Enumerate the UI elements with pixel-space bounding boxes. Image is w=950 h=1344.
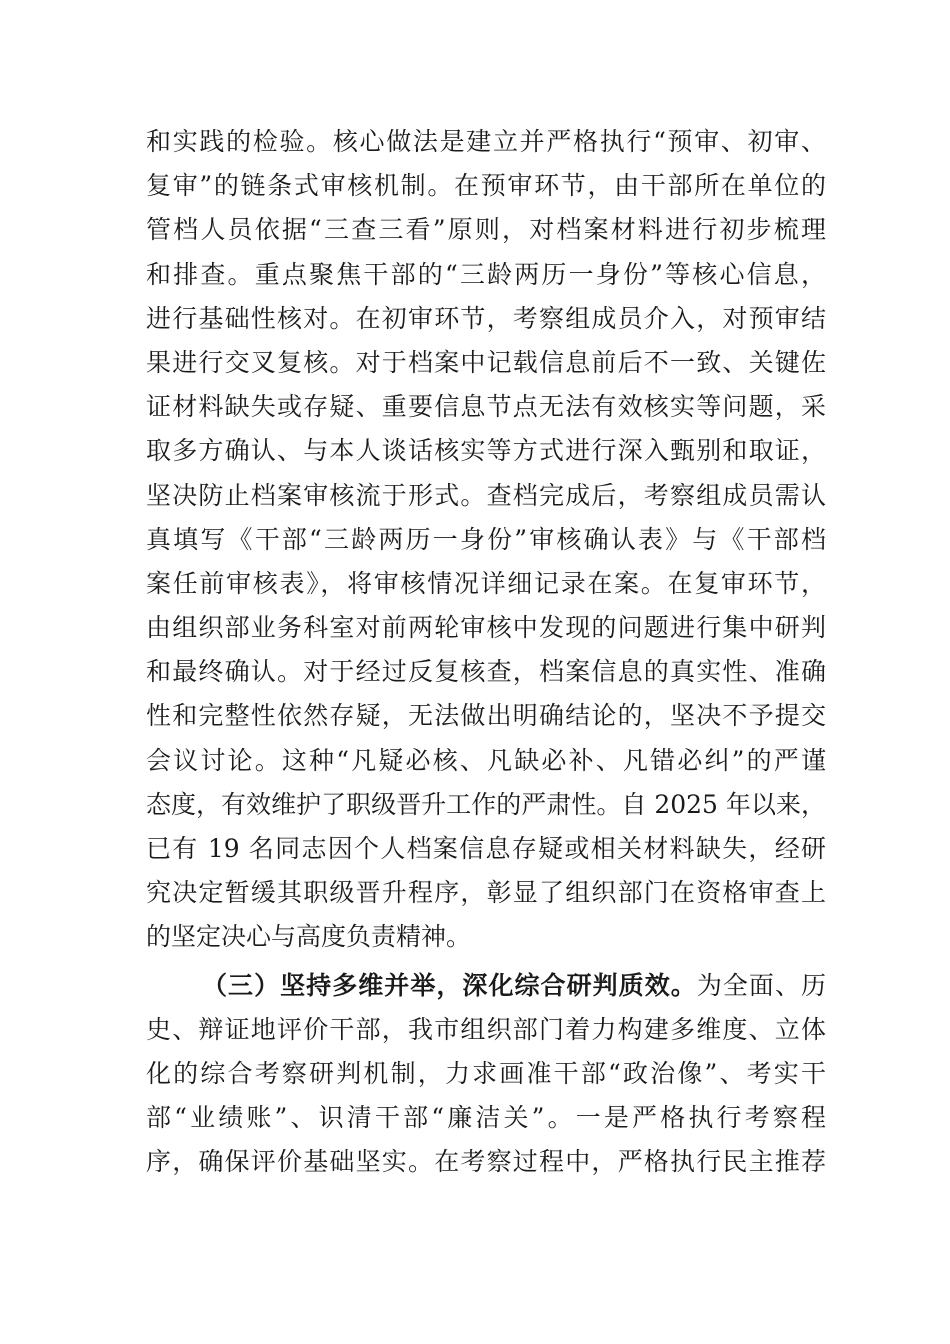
text-line: 进行基础性核对。在初审环节，考察组成员介入，对预审结 [146,303,826,333]
section-heading-line [146,964,826,1008]
text-line: 史、辩证地评价干部，我市组织部门着力构建多维度、立体 [146,1014,826,1044]
text-line: 真填写《干部“三龄两历一身份”审核确认表》与《干部档 [146,524,826,554]
text-line: 管档人员依据“三查三看”原则，对档案材料进行初步梳理 [146,215,826,245]
text-line: 和实践的检验。核心做法是建立并严格执行“预审、初审、 [146,127,826,156]
text-line: 已有 19 名同志因个人档案信息存疑或相关材料缺失，经研 [146,834,826,863]
text-line: 案任前审核表》，将审核情况详细记录在案。在复审环节， [146,568,826,598]
text-line: 和排查。重点聚焦干部的“三龄两历一身份”等核心信息， [146,259,826,289]
text-line: 态度，有效维护了职级晋升工作的严肃性。自 2025 年以来， [146,789,826,819]
text-line: 会议讨论。这种“凡疑必核、凡缺必补、凡错必纠”的严谨 [146,745,826,775]
document-body [146,120,826,1185]
text-line: 坚决防止档案审核流于形式。查档完成后，考察组成员需认 [146,480,826,510]
text-line: 部“业绩账”、识清干部“廉洁关”。一是严格执行考察程 [146,1103,826,1133]
paragraph-comprehensive-assessment [146,964,826,1185]
text-line: 证材料缺失或存疑、重要信息节点无法有效核实等问题，采 [146,392,826,422]
text-line: 的坚定决心与高度负责精神。 [146,922,472,952]
section-heading: （三）坚持多维并举，深化综合研判质效。 [202,970,697,1000]
text-line: 性和完整性依然存疑，无法做出明确结论的，坚决不予提交 [146,701,826,731]
text-line: 究决定暂缓其职级晋升程序，彰显了组织部门在资格审查上 [146,878,826,908]
text-line: 取多方确认、与本人谈话核实等方式进行深入甄别和取证， [146,436,826,466]
paragraph-archive-review [146,120,826,960]
text-run: 为全面、历 [696,970,826,1000]
text-line: 复审”的链条式审核机制。在预审环节，由干部所在单位的 [146,171,826,201]
text-line: 由组织部业务科室对前两轮审核中发现的问题进行集中研判 [146,613,826,643]
text-line: 果进行交叉复核。对于档案中记载信息前后不一致、关键佐 [146,347,826,377]
text-line: 化的综合考察研判机制，力求画准干部“政治像”、考实干 [146,1058,826,1088]
text-line: 和最终确认。对于经过反复核查，档案信息的真实性、准确 [146,657,826,687]
text-line: 序，确保评价基础坚实。在考察过程中，严格执行民主推荐 [146,1147,826,1177]
